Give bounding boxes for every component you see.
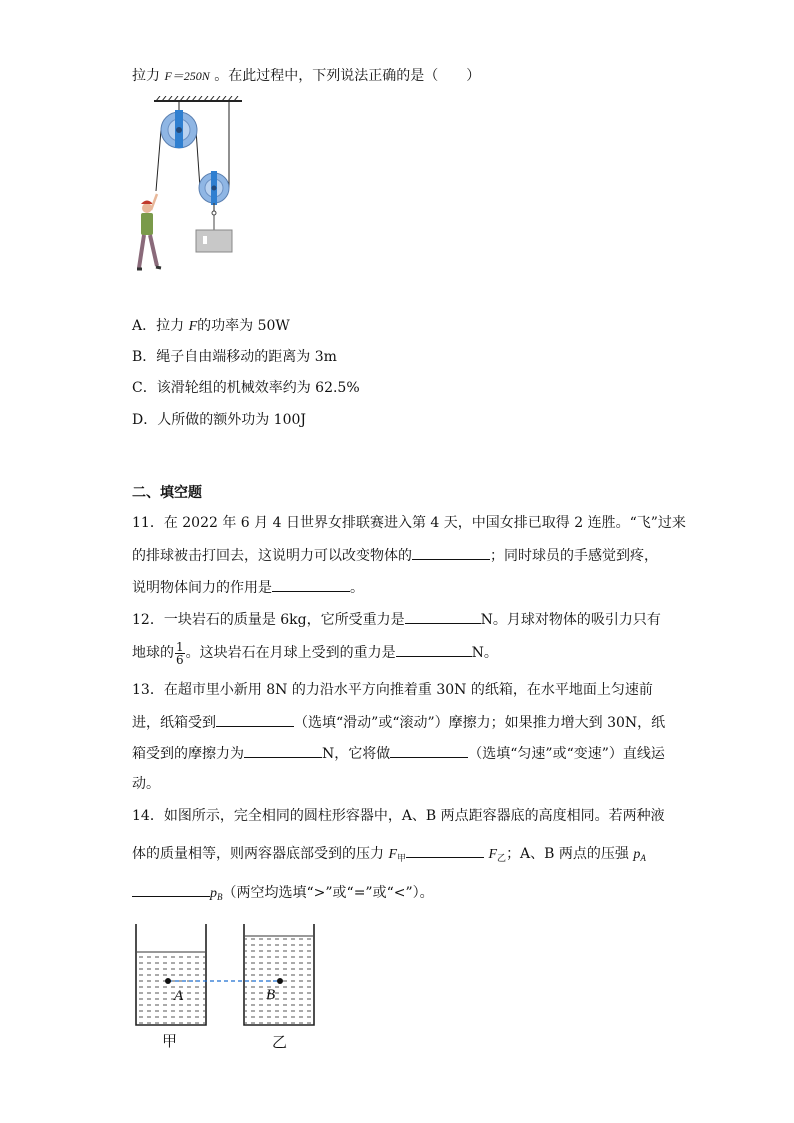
q14-blank-2[interactable] xyxy=(132,882,210,897)
point-b-marker xyxy=(277,978,283,984)
q14-line3: $p_B$（两空均选填“>”或“=”或“<”）。 xyxy=(132,882,434,907)
label-b: B xyxy=(266,987,276,1003)
q12-blank-2[interactable] xyxy=(396,642,472,657)
q11-blank-2[interactable] xyxy=(272,577,350,592)
option-d[interactable]: D．人所做的额外功为 100J xyxy=(132,412,307,428)
q12-line2: 地球的 $\frac{1}{6}$ 。这块岩石在月球上受到的重力是 N。 xyxy=(132,639,498,667)
label-a: A xyxy=(174,988,184,1004)
caption-jia: 甲 xyxy=(162,1032,178,1050)
containers-figure xyxy=(130,918,320,1038)
option-c[interactable]: C．该滑轮组的机械效率约为 62.5% xyxy=(132,380,360,396)
q14-line1: 14．如图所示，完全相同的圆柱形容器中，A、B 两点距容器底的高度相同。若两种液 xyxy=(132,808,665,824)
q13-line3: 箱受到的摩擦力为 N，它将做 （选填“匀速”或“变速”）直线运 xyxy=(132,743,665,764)
pulley-figure xyxy=(130,96,260,276)
option-a-var: F xyxy=(188,319,198,334)
weight-block xyxy=(196,230,232,252)
movable-pulley xyxy=(199,171,229,230)
person-pulling xyxy=(137,194,161,269)
option-b[interactable]: B．绳子自由端移动的距离为 3m xyxy=(132,349,337,365)
q12-line1: 12．一块岩石的质量是 6kg，它所受重力是 N。月球对物体的吸引力只有 xyxy=(132,609,661,630)
container-jia xyxy=(136,924,206,1025)
q13-line4: 动。 xyxy=(132,776,160,792)
q11-line3: 说明物体间力的作用是 。 xyxy=(132,577,364,598)
stem-text-after: 。在此过程中，下列说法正确的是（ ） xyxy=(214,68,481,84)
q14-blank-1[interactable] xyxy=(406,843,484,858)
q12-blank-1[interactable] xyxy=(405,609,481,624)
container-yi xyxy=(244,924,314,1025)
q11-blank-1[interactable] xyxy=(412,545,490,560)
q14-line2: 体的质量相等，则两容器底部受到的压力 $F_甲$ $F_乙$；A、B 两点的压强 $p_A$ xyxy=(132,843,646,869)
section-heading: 二、填空题 xyxy=(132,485,202,501)
q13-blank-1[interactable] xyxy=(216,712,294,727)
ceiling-hatch xyxy=(154,96,242,101)
stem-formula: F＝250N xyxy=(164,69,210,83)
option-a[interactable]: A．拉力 F的功率为 50W xyxy=(132,318,290,334)
point-a-marker xyxy=(165,978,171,984)
fraction-one-sixth: $\frac{1}{6}$ xyxy=(176,639,184,667)
q13-blank-2[interactable] xyxy=(244,743,322,758)
question-stem-line xyxy=(132,66,480,86)
caption-yi: 乙 xyxy=(272,1033,288,1051)
q11-line2: 的排球被击打回去，这说明力可以改变物体的 ；同时球员的手感觉到疼， xyxy=(132,545,658,566)
stem-text-before: 拉力 xyxy=(132,68,160,84)
q13-line2: 进，纸箱受到 （选填“滑动”或“滚动”）摩擦力；如果推力增大到 30N，纸 xyxy=(132,712,665,733)
q13-blank-3[interactable] xyxy=(390,743,468,758)
q11-line1: 11．在 2022 年 6 月 4 日世界女排联赛进入第 4 天，中国女排已取得 2 连胜。“飞”过来 xyxy=(132,515,686,531)
fixed-pulley xyxy=(161,110,197,148)
q13-line1: 13．在超市里小新用 8N 的力沿水平方向推着重 30N 的纸箱，在水平地面上匀速前 xyxy=(132,682,653,698)
